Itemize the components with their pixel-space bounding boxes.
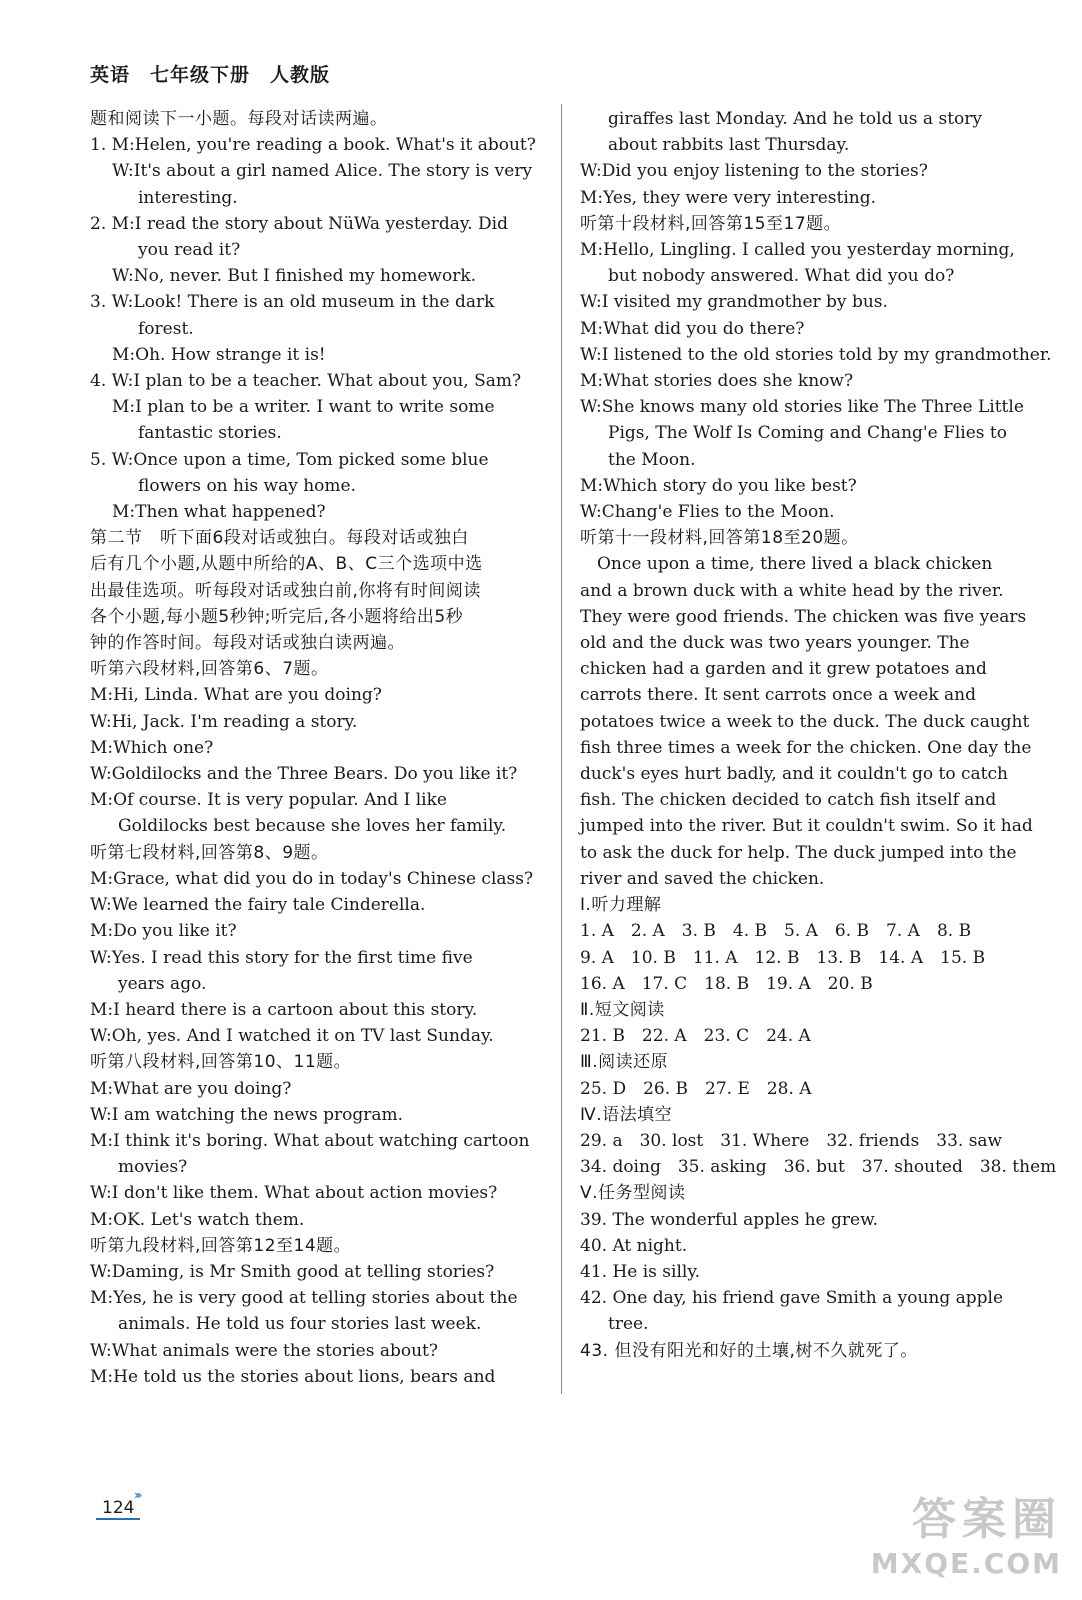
left-text-line: M:I heard there is a cartoon about this story. bbox=[90, 999, 478, 1020]
right-text-line: 听第十段材料,回答第15至17题。 bbox=[580, 213, 842, 234]
left-text-line: fantastic stories. bbox=[138, 423, 282, 444]
right-text-line: W:She knows many old stories like The Three Little bbox=[580, 397, 1024, 418]
left-text-line: W:What animals were the stories about? bbox=[90, 1340, 438, 1361]
left-text-line: 4. W:I plan to be a teacher. What about you, Sam? bbox=[90, 371, 522, 392]
left-text-line: M:Grace, what did you do in today's Chinese class? bbox=[90, 868, 534, 889]
left-text-line: 听第七段材料,回答第8、9题。 bbox=[90, 842, 329, 863]
left-text-line: W:We learned the fairy tale Cinderella. bbox=[90, 895, 426, 916]
right-text-line: 42. One day, his friend gave Smith a young apple bbox=[580, 1288, 1004, 1309]
left-column bbox=[90, 106, 542, 1390]
right-text-line: 43. 但没有阳光和好的土壤,树不久就死了。 bbox=[580, 1340, 918, 1361]
left-text-line: W:Daming, is Mr Smith good at telling stories? bbox=[90, 1261, 495, 1282]
right-text-line: old and the duck was two years younger. The bbox=[580, 633, 970, 654]
left-text-line: 钟的作答时间。每段对话或独白读两遍。 bbox=[90, 633, 405, 654]
left-text-line: movies? bbox=[118, 1157, 188, 1178]
right-text-line: potatoes twice a week to the duck. The duck caught bbox=[580, 711, 1030, 732]
left-text-line: 后有几个小题,从题中所给的A、B、C三个选项中选 bbox=[90, 554, 483, 575]
right-text-line: river and saved the chicken. bbox=[580, 868, 825, 889]
left-text-line: W:Hi, Jack. I'm reading a story. bbox=[90, 711, 358, 732]
left-text-line: forest. bbox=[138, 318, 194, 339]
right-text-line: tree. bbox=[608, 1314, 649, 1335]
arrow-icon: ››› bbox=[134, 1488, 140, 1502]
left-text-line: 第二节 听下面6段对话或独白。每段对话或独白 bbox=[90, 528, 469, 549]
left-text-line: M:Of course. It is very popular. And I like bbox=[90, 790, 447, 811]
left-text-line: M:Oh. How strange it is! bbox=[112, 344, 326, 365]
left-text-line: you read it? bbox=[138, 240, 241, 261]
left-text-line: interesting. bbox=[138, 187, 238, 208]
right-text-line: 25. D 26. B 27. E 28. A bbox=[580, 1078, 812, 1099]
right-text-line: Once upon a time, there lived a black chicken bbox=[580, 554, 993, 575]
left-text-line: M:Then what happened? bbox=[112, 502, 326, 523]
right-text-line: 34. doing 35. asking 36. but 37. shouted 38. them bbox=[580, 1157, 1057, 1178]
left-text-line: M:I plan to be a writer. I want to write some bbox=[112, 397, 495, 418]
left-text-line: M:Yes, he is very good at telling stories about the bbox=[90, 1288, 518, 1309]
left-text-line: years ago. bbox=[118, 973, 207, 994]
right-text-line: and a brown duck with a white head by the river. bbox=[580, 580, 1004, 601]
left-text-line: W:Oh, yes. And I watched it on TV last Sunday. bbox=[90, 1026, 494, 1047]
right-text-line: giraffes last Monday. And he told us a story bbox=[608, 109, 982, 129]
right-text-line: M:Hello, Lingling. I called you yesterday morning, bbox=[580, 240, 1015, 261]
right-text-line: Ⅰ.听力理解 bbox=[580, 895, 662, 916]
left-text-line: M:I think it's boring. What about watching cartoon bbox=[90, 1130, 530, 1151]
right-text-line: Ⅱ.短文阅读 bbox=[580, 999, 665, 1020]
right-text-line: 9. A 10. B 11. A 12. B 13. B 14. A 15. B bbox=[580, 947, 986, 968]
right-text-line: M:What did you do there? bbox=[580, 318, 805, 339]
left-text-line: M:He told us the stories about lions, bears and bbox=[90, 1366, 496, 1387]
right-text-line: 41. He is silly. bbox=[580, 1261, 701, 1282]
right-text-line: 16. A 17. C 18. B 19. A 20. B bbox=[580, 973, 873, 994]
left-text-line: M:OK. Let's watch them. bbox=[90, 1209, 305, 1230]
right-text-line: to ask the duck for help. The duck jumped into the bbox=[580, 842, 1017, 863]
left-text-line: 题和阅读下一小题。每段对话读两遍。 bbox=[90, 109, 388, 129]
right-text-line: fish. The chicken decided to catch fish itself and bbox=[580, 790, 997, 811]
right-text-line: the Moon. bbox=[608, 449, 696, 470]
left-text-line: 5. W:Once upon a time, Tom picked some blue bbox=[90, 449, 489, 470]
left-text-line: M:What are you doing? bbox=[90, 1078, 292, 1099]
left-text-line: W:It's about a girl named Alice. The story is very bbox=[112, 161, 533, 182]
left-text-line: 1. M:Helen, you're reading a book. What's it about? bbox=[90, 135, 536, 156]
right-text-line: about rabbits last Thursday. bbox=[608, 135, 850, 156]
left-text-line: 各个小题,每小题5秒钟;听完后,各小题将给出5秒 bbox=[90, 606, 464, 627]
page-header: 英语 七年级下册 人教版 bbox=[90, 64, 331, 86]
page-number-text: 124 bbox=[96, 1496, 140, 1520]
right-text-line: M:What stories does she know? bbox=[580, 371, 854, 392]
right-text-line: carrots there. It sent carrots once a week and bbox=[580, 685, 977, 706]
right-text-line: chicken had a garden and it grew potatoes and bbox=[580, 659, 987, 680]
right-text-line: jumped into the river. But it couldn't swim. So it had bbox=[580, 816, 1033, 837]
left-text-line: 听第八段材料,回答第10、11题。 bbox=[90, 1052, 352, 1073]
right-text-line: 听第十一段材料,回答第18至20题。 bbox=[580, 528, 859, 549]
left-text-line: M:Hi, Linda. What are you doing? bbox=[90, 685, 382, 706]
left-text-line: 出最佳选项。听每段对话或独白前,你将有时间阅读 bbox=[90, 580, 481, 601]
left-text-line: 听第九段材料,回答第12至14题。 bbox=[90, 1235, 352, 1256]
left-text-line: W:Goldilocks and the Three Bears. Do you like it? bbox=[90, 764, 518, 785]
right-text-line: Pigs, The Wolf Is Coming and Chang'e Flies to bbox=[608, 423, 1007, 444]
left-text-line: 2. M:I read the story about NüWa yesterday. Did bbox=[90, 213, 508, 234]
page-number bbox=[96, 1488, 140, 1520]
watermark-line-1: 答案圈 bbox=[912, 1494, 1062, 1545]
right-text-line: W:Chang'e Flies to the Moon. bbox=[580, 502, 835, 523]
right-text-line: Ⅳ.语法填空 bbox=[580, 1104, 673, 1125]
left-text-line: M:Which one? bbox=[90, 737, 214, 758]
right-text-line: duck's eyes hurt badly, and it couldn't go to catch bbox=[580, 764, 1008, 785]
right-text-line: but nobody answered. What did you do? bbox=[608, 266, 955, 287]
left-text-line: 3. W:Look! There is an old museum in the dark bbox=[90, 292, 495, 313]
column-divider bbox=[561, 104, 562, 1394]
right-text-line: They were good friends. The chicken was five years bbox=[580, 606, 1027, 627]
right-text-line: Ⅲ.阅读还原 bbox=[580, 1052, 669, 1073]
left-text-line: Goldilocks best because she loves her family. bbox=[118, 816, 507, 837]
left-text-line: 听第六段材料,回答第6、7题。 bbox=[90, 659, 329, 680]
right-text-line: W:I visited my grandmother by bus. bbox=[580, 292, 888, 313]
right-text-line: fish three times a week for the chicken. One day the bbox=[580, 737, 1032, 758]
right-text-line: M:Yes, they were very interesting. bbox=[580, 187, 877, 208]
watermark-line-2: MXQE.COM bbox=[870, 1547, 1062, 1580]
left-text-line: W:No, never. But I finished my homework. bbox=[112, 266, 477, 287]
right-text-line: M:Which story do you like best? bbox=[580, 475, 857, 496]
right-text-line: W:I listened to the old stories told by my grandmother. bbox=[580, 344, 1052, 365]
right-column bbox=[580, 106, 1057, 1364]
right-text-line: 39. The wonderful apples he grew. bbox=[580, 1209, 879, 1230]
right-text-line: 21. B 22. A 23. C 24. A bbox=[580, 1026, 811, 1047]
left-text-line: flowers on his way home. bbox=[138, 475, 357, 496]
right-text-line: 1. A 2. A 3. B 4. B 5. A 6. B 7. A 8. B bbox=[580, 921, 972, 942]
right-text-line: 40. At night. bbox=[580, 1235, 688, 1256]
left-text-line: M:Do you like it? bbox=[90, 921, 237, 942]
right-text-line: W:Did you enjoy listening to the stories? bbox=[580, 161, 928, 182]
left-text-line: animals. He told us four stories last week. bbox=[118, 1314, 482, 1335]
left-text-line: W:I don't like them. What about action movies? bbox=[90, 1183, 498, 1204]
left-text-line: W:Yes. I read this story for the first time five bbox=[90, 947, 473, 968]
right-text-line: Ⅴ.任务型阅读 bbox=[580, 1183, 686, 1204]
left-text-line: W:I am watching the news program. bbox=[90, 1104, 404, 1125]
right-text-line: 29. a 30. lost 31. Where 32. friends 33. saw bbox=[580, 1130, 1003, 1151]
watermark-logo bbox=[871, 1483, 1062, 1580]
